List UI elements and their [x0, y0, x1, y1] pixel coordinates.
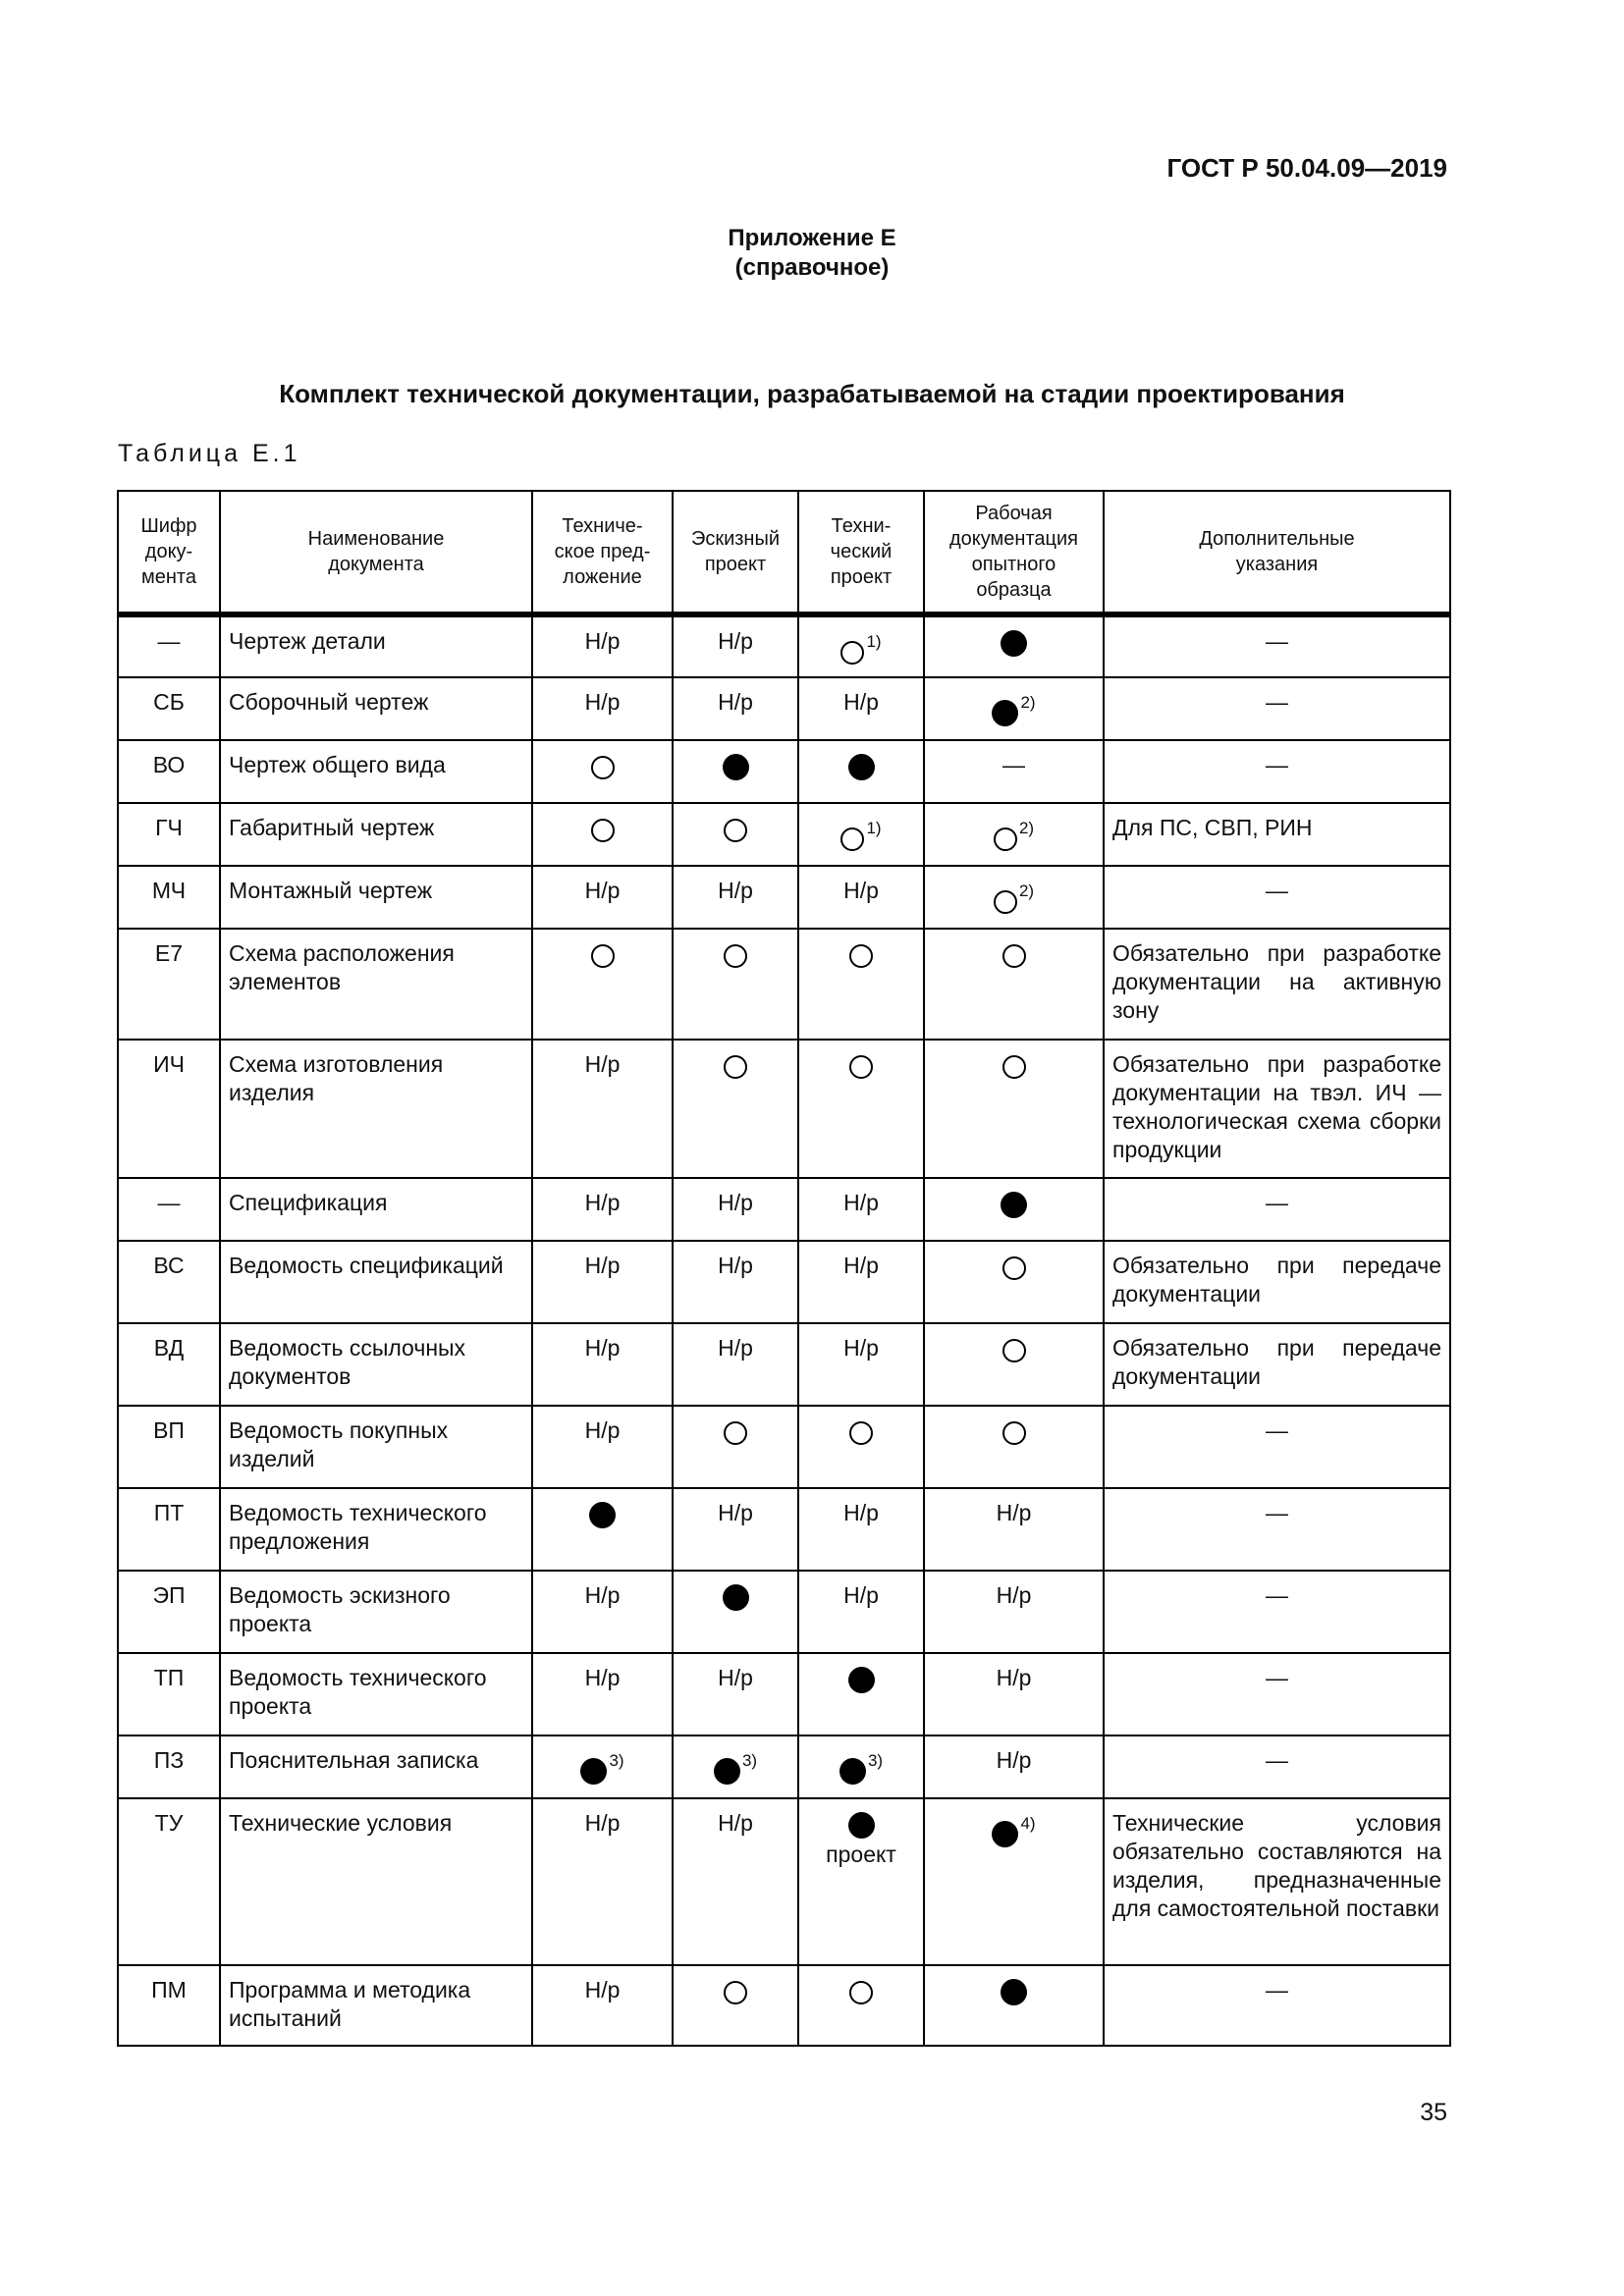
cell-text: Н/р	[843, 689, 879, 715]
table-row	[118, 614, 1450, 677]
status-marker	[1001, 1977, 1027, 2002]
header-draft-design: Эскизный проект	[673, 491, 798, 614]
stage-technical-design-cell	[798, 1735, 924, 1798]
stage-technical-design-cell	[798, 866, 924, 929]
stage-draft-design-cell	[673, 1798, 798, 1965]
stage-technical-proposal-cell	[532, 1040, 673, 1178]
status-marker	[714, 1751, 758, 1782]
doc-code: —	[118, 614, 220, 677]
footnote-ref: 1)	[866, 632, 882, 651]
cell-text: Н/р	[996, 1582, 1032, 1608]
open-circle-icon	[1002, 1055, 1026, 1079]
table-row	[118, 1965, 1450, 2046]
stage-technical-proposal-cell	[532, 866, 673, 929]
stage-working-docs-cell	[924, 929, 1104, 1040]
header-notes: Дополнительные указания	[1104, 491, 1450, 614]
header-name: Наименование документа	[220, 491, 532, 614]
cell-text: Н/р	[584, 1977, 621, 2002]
doc-name: Ведомость покупных изделий	[220, 1406, 532, 1488]
status-marker	[848, 752, 875, 777]
cell-text: Н/р	[996, 1665, 1032, 1690]
cell-text: Н/р	[584, 1582, 621, 1608]
table-row	[118, 677, 1450, 740]
doc-notes: Обязательно при разработке документации на активную зону	[1104, 929, 1450, 1040]
stage-technical-design-cell	[798, 1488, 924, 1571]
stage-technical-design-cell	[798, 1571, 924, 1653]
appendix-title: Приложение Е	[728, 225, 896, 251]
open-circle-icon	[849, 1055, 873, 1079]
status-marker	[1002, 940, 1026, 966]
open-circle-icon	[724, 1055, 747, 1079]
doc-name: Габаритный чертеж	[220, 803, 532, 866]
stage-working-docs-cell	[924, 1571, 1104, 1653]
doc-code: Е7	[118, 929, 220, 1040]
doc-code: СБ	[118, 677, 220, 740]
open-circle-icon	[724, 1421, 747, 1445]
stage-draft-design-cell	[673, 614, 798, 677]
stage-draft-design-cell	[673, 1323, 798, 1406]
table-row	[118, 1323, 1450, 1406]
cell-text: Н/р	[718, 1500, 753, 1525]
stage-draft-design-cell	[673, 1406, 798, 1488]
appendix-kind: (справочное)	[734, 254, 890, 281]
table-row	[118, 1653, 1450, 1735]
status-marker	[849, 1417, 873, 1443]
stage-draft-design-cell	[673, 1965, 798, 2046]
cell-text: Н/р	[718, 1190, 753, 1215]
doc-code: ПЗ	[118, 1735, 220, 1798]
open-circle-icon	[849, 1981, 873, 2004]
doc-code: ВС	[118, 1241, 220, 1323]
status-marker	[723, 1582, 749, 1608]
open-circle-icon	[591, 819, 615, 842]
open-circle-icon	[994, 828, 1017, 851]
status-marker	[848, 1810, 875, 1836]
stage-working-docs-cell	[924, 1040, 1104, 1178]
stage-working-docs-cell	[924, 1406, 1104, 1488]
doc-code: ТУ	[118, 1798, 220, 1965]
stage-draft-design-cell	[673, 1178, 798, 1241]
doc-code: ВО	[118, 740, 220, 803]
stage-technical-proposal-cell	[532, 1406, 673, 1488]
stage-technical-design-cell	[798, 1323, 924, 1406]
table-row	[118, 1040, 1450, 1178]
stage-working-docs-cell	[924, 803, 1104, 866]
stage-draft-design-cell	[673, 1571, 798, 1653]
stage-technical-proposal-cell	[532, 1241, 673, 1323]
doc-name: Чертеж детали	[220, 614, 532, 677]
stage-technical-proposal-cell	[532, 1178, 673, 1241]
cell-text: Н/р	[843, 1190, 879, 1215]
stage-working-docs-cell	[924, 866, 1104, 929]
doc-name: Схема изготовления изделия	[220, 1040, 532, 1178]
doc-notes: Для ПС, СВП, РИН	[1104, 803, 1450, 866]
cell-text: Н/р	[843, 1253, 879, 1278]
open-circle-icon	[849, 1421, 873, 1445]
cell-text: Н/р	[843, 1582, 879, 1608]
stage-working-docs-cell	[924, 1653, 1104, 1735]
doc-code: ПМ	[118, 1965, 220, 2046]
stage-technical-design-cell	[798, 803, 924, 866]
cell-text: Н/р	[996, 1500, 1032, 1525]
status-marker	[1001, 628, 1027, 654]
filled-circle-icon	[580, 1758, 607, 1785]
page-number: 35	[1420, 2099, 1447, 2126]
doc-code: ИЧ	[118, 1040, 220, 1178]
stage-working-docs-cell	[924, 1965, 1104, 2046]
stage-draft-design-cell	[673, 803, 798, 866]
table-row	[118, 1241, 1450, 1323]
open-circle-icon	[840, 641, 864, 665]
stage-working-docs-cell	[924, 1241, 1104, 1323]
status-marker	[840, 632, 882, 663]
status-marker	[724, 940, 747, 966]
open-circle-icon	[591, 944, 615, 968]
stage-technical-design-cell	[798, 1653, 924, 1735]
stage-technical-design-cell	[798, 740, 924, 803]
document-title: Комплект технической документации, разрабатываемой на стадии проектирования	[279, 379, 1345, 408]
open-circle-icon	[840, 828, 864, 851]
stage-draft-design-cell	[673, 1040, 798, 1178]
filled-circle-icon	[1001, 630, 1027, 657]
doc-code: ВП	[118, 1406, 220, 1488]
stage-working-docs-cell	[924, 1798, 1104, 1965]
cell-text: Н/р	[718, 1810, 753, 1836]
stage-technical-design-cell	[798, 1040, 924, 1178]
open-circle-icon	[724, 944, 747, 968]
stage-technical-design-cell	[798, 1798, 924, 1965]
status-marker	[849, 1977, 873, 2002]
doc-code: ВД	[118, 1323, 220, 1406]
status-marker	[994, 881, 1035, 912]
doc-name: Ведомость технического предложения	[220, 1488, 532, 1571]
status-marker	[849, 1051, 873, 1077]
cell-text: Н/р	[843, 1500, 879, 1525]
filled-circle-icon	[839, 1758, 866, 1785]
footnote-ref: 3)	[741, 1751, 758, 1770]
doc-notes: —	[1104, 1653, 1450, 1735]
documentation-table	[117, 490, 1451, 2047]
status-marker	[724, 1051, 747, 1077]
table-row	[118, 1798, 1450, 1965]
status-marker	[580, 1751, 624, 1782]
cell-text: Н/р	[584, 1051, 621, 1077]
stage-technical-design-cell	[798, 1178, 924, 1241]
doc-notes: Обязательно при передаче документации	[1104, 1323, 1450, 1406]
cell-subtext: проект	[826, 1842, 896, 1868]
stage-technical-design-cell	[798, 1241, 924, 1323]
stage-technical-proposal-cell	[532, 1735, 673, 1798]
doc-name: Спецификация	[220, 1178, 532, 1241]
filled-circle-icon	[723, 754, 749, 780]
footnote-ref: 1)	[866, 819, 882, 837]
status-marker	[724, 815, 747, 840]
status-marker	[994, 819, 1035, 849]
status-marker	[1002, 1051, 1026, 1077]
status-marker	[848, 1665, 875, 1690]
stage-technical-proposal-cell	[532, 1571, 673, 1653]
stage-working-docs-cell	[924, 614, 1104, 677]
stage-draft-design-cell	[673, 929, 798, 1040]
table-row	[118, 929, 1450, 1040]
doc-name: Сборочный чертеж	[220, 677, 532, 740]
cell-text: Н/р	[843, 1335, 879, 1361]
doc-notes: —	[1104, 866, 1450, 929]
stage-technical-proposal-cell	[532, 614, 673, 677]
doc-notes: —	[1104, 614, 1450, 677]
filled-circle-icon	[723, 1584, 749, 1611]
status-marker	[1002, 1417, 1026, 1443]
status-marker	[1002, 1253, 1026, 1278]
cell-text: Н/р	[718, 1665, 753, 1690]
filled-circle-icon	[589, 1502, 616, 1528]
status-marker	[849, 940, 873, 966]
stage-working-docs-cell	[924, 1735, 1104, 1798]
doc-notes: —	[1104, 1965, 1450, 2046]
table-row	[118, 1571, 1450, 1653]
doc-code: ЭП	[118, 1571, 220, 1653]
filled-circle-icon	[992, 1821, 1018, 1847]
doc-code: МЧ	[118, 866, 220, 929]
filled-circle-icon	[848, 1667, 875, 1693]
open-circle-icon	[1002, 944, 1026, 968]
doc-notes: —	[1104, 740, 1450, 803]
doc-name: Технические условия	[220, 1798, 532, 1965]
doc-notes: Обязательно при разработке документации на твэл. ИЧ — технологическая схема сборки продукции	[1104, 1040, 1450, 1178]
table-row	[118, 1178, 1450, 1241]
filled-circle-icon	[714, 1758, 740, 1785]
open-circle-icon	[849, 944, 873, 968]
cell-text: Н/р	[718, 1335, 753, 1361]
doc-code: ГЧ	[118, 803, 220, 866]
stage-technical-design-cell	[798, 1965, 924, 2046]
open-circle-icon	[1002, 1421, 1026, 1445]
doc-notes: —	[1104, 677, 1450, 740]
cell-text: Н/р	[718, 628, 753, 654]
footnote-ref: 2)	[1018, 819, 1035, 837]
header-working-docs: Рабочая документация опытного образца	[924, 491, 1104, 614]
stage-technical-proposal-cell	[532, 1965, 673, 2046]
stage-draft-design-cell	[673, 1735, 798, 1798]
doc-notes: —	[1104, 1488, 1450, 1571]
stage-working-docs-cell	[924, 1488, 1104, 1571]
stage-technical-proposal-cell	[532, 1488, 673, 1571]
filled-circle-icon	[1001, 1979, 1027, 2005]
open-circle-icon	[724, 819, 747, 842]
doc-notes: Обязательно при передаче документации	[1104, 1241, 1450, 1323]
table-row	[118, 740, 1450, 803]
cell-text: Н/р	[584, 689, 621, 715]
header-technical-proposal: Техниче- ское пред- ложение	[532, 491, 673, 614]
doc-name: Программа и методика испытаний	[220, 1965, 532, 2046]
stage-working-docs-cell	[924, 677, 1104, 740]
appendix-heading	[0, 224, 1624, 283]
table-row	[118, 1488, 1450, 1571]
cell-text: Н/р	[584, 1417, 621, 1443]
stage-draft-design-cell	[673, 740, 798, 803]
footnote-ref: 2)	[1020, 693, 1036, 712]
status-marker	[1001, 1190, 1027, 1215]
status-marker	[839, 1751, 884, 1782]
footnote-ref: 3)	[609, 1751, 624, 1770]
cell-text: Н/р	[718, 1253, 753, 1278]
open-circle-icon	[1002, 1339, 1026, 1362]
cell-text: Н/р	[584, 878, 621, 903]
cell-text: Н/р	[718, 689, 753, 715]
status-marker	[591, 815, 615, 840]
cell-text: Н/р	[584, 1810, 621, 1836]
open-circle-icon	[994, 890, 1017, 914]
stage-technical-proposal-cell	[532, 929, 673, 1040]
doc-name: Чертеж общего вида	[220, 740, 532, 803]
stage-technical-design-cell	[798, 614, 924, 677]
doc-code: ПТ	[118, 1488, 220, 1571]
stage-technical-design-cell	[798, 929, 924, 1040]
stage-technical-proposal-cell	[532, 1653, 673, 1735]
cell-text: —	[1002, 752, 1025, 777]
status-marker	[724, 1417, 747, 1443]
stage-draft-design-cell	[673, 1653, 798, 1735]
open-circle-icon	[1002, 1256, 1026, 1280]
footnote-ref: 3)	[867, 1751, 884, 1770]
cell-text: Н/р	[584, 1335, 621, 1361]
doc-name: Ведомость ссылочных документов	[220, 1323, 532, 1406]
filled-circle-icon	[1001, 1192, 1027, 1218]
stage-technical-proposal-cell	[532, 1323, 673, 1406]
cell-text: Н/р	[718, 878, 753, 903]
stage-draft-design-cell	[673, 1488, 798, 1571]
status-marker	[591, 940, 615, 966]
footnote-ref: 4)	[1020, 1814, 1036, 1833]
doc-name: Ведомость эскизного проекта	[220, 1571, 532, 1653]
stage-technical-proposal-cell	[532, 1798, 673, 1965]
cell-text: Н/р	[584, 628, 621, 654]
doc-notes: Технические условия обязательно составляются на изделия, предназначенные для самостоятельной поставки	[1104, 1798, 1450, 1965]
doc-name: Схема расположения элементов	[220, 929, 532, 1040]
stage-technical-design-cell	[798, 677, 924, 740]
header-technical-design: Техни- ческий проект	[798, 491, 924, 614]
stage-working-docs-cell	[924, 740, 1104, 803]
filled-circle-icon	[848, 1812, 875, 1839]
table-label: Таблица Е.1	[118, 440, 301, 467]
footnote-ref: 2)	[1018, 881, 1035, 900]
doc-notes: —	[1104, 1178, 1450, 1241]
header-code: Шифр доку- мента	[118, 491, 220, 614]
stage-technical-design-cell	[798, 1406, 924, 1488]
table-row	[118, 1735, 1450, 1798]
stage-draft-design-cell	[673, 1241, 798, 1323]
cell-text: Н/р	[584, 1190, 621, 1215]
stage-draft-design-cell	[673, 677, 798, 740]
stage-working-docs-cell	[924, 1323, 1104, 1406]
filled-circle-icon	[848, 754, 875, 780]
table-row	[118, 803, 1450, 866]
cell-text: Н/р	[843, 878, 879, 903]
doc-notes: —	[1104, 1406, 1450, 1488]
stage-technical-proposal-cell	[532, 740, 673, 803]
cell-text: Н/р	[996, 1747, 1032, 1773]
doc-code: ТП	[118, 1653, 220, 1735]
status-marker	[992, 1814, 1036, 1844]
table-header-row	[118, 491, 1450, 614]
doc-name: Ведомость спецификаций	[220, 1241, 532, 1323]
doc-code: —	[118, 1178, 220, 1241]
cell-text: Н/р	[584, 1253, 621, 1278]
stage-technical-proposal-cell	[532, 677, 673, 740]
stage-draft-design-cell	[673, 866, 798, 929]
filled-circle-icon	[992, 700, 1018, 726]
status-marker	[591, 752, 615, 777]
status-marker	[1002, 1335, 1026, 1361]
open-circle-icon	[591, 756, 615, 779]
status-marker	[724, 1977, 747, 2002]
stage-working-docs-cell	[924, 1178, 1104, 1241]
cell-text: Н/р	[584, 1665, 621, 1690]
doc-name: Ведомость технического проекта	[220, 1653, 532, 1735]
doc-name: Пояснительная записка	[220, 1735, 532, 1798]
doc-notes: —	[1104, 1735, 1450, 1798]
stage-technical-proposal-cell	[532, 803, 673, 866]
status-marker	[992, 693, 1036, 723]
standard-designation: ГОСТ Р 50.04.09—2019	[1166, 153, 1447, 183]
status-marker	[589, 1500, 616, 1525]
table-row	[118, 866, 1450, 929]
doc-notes: —	[1104, 1571, 1450, 1653]
status-marker	[840, 819, 882, 849]
doc-name: Монтажный чертеж	[220, 866, 532, 929]
table-row	[118, 1406, 1450, 1488]
status-marker	[723, 752, 749, 777]
open-circle-icon	[724, 1981, 747, 2004]
